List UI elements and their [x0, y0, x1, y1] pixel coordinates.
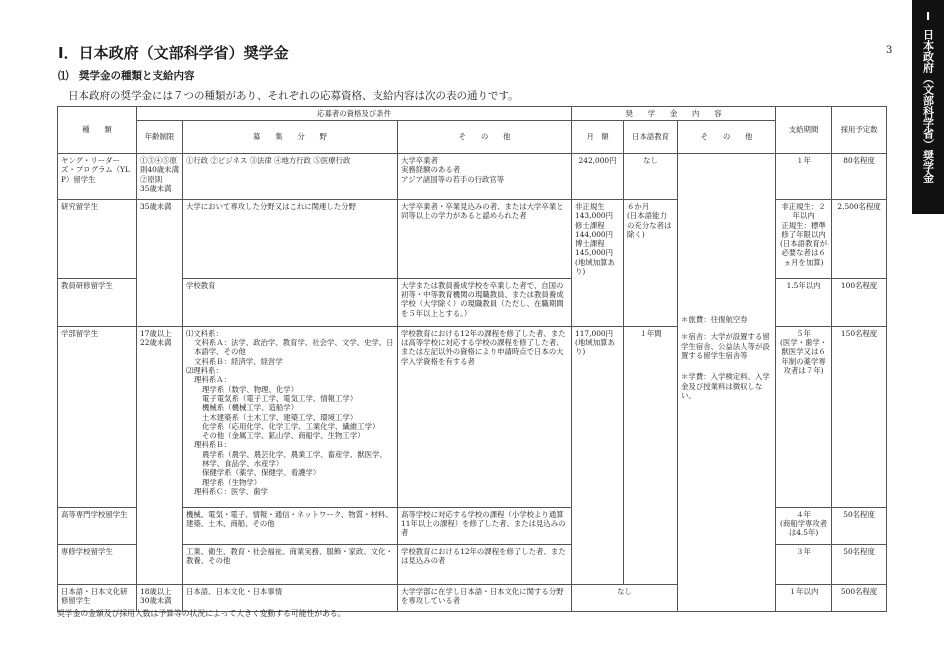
row-period: １年以内 — [776, 584, 832, 611]
row-period: １年 — [776, 154, 832, 200]
row-type: 学部留学生 — [58, 326, 137, 507]
row-other: 学校教育における12年の課程を修了した者、または見込みの者 — [398, 544, 572, 584]
header-benefit-other: そ の 他 — [678, 121, 776, 154]
field-line: 電子電気系（電子工学、電気工学、情報工学） — [202, 393, 358, 403]
row-age: 35歳未満 — [137, 200, 183, 279]
field-line: 文科系Ｂ：経済学、経営学 — [194, 356, 283, 366]
table-row — [58, 154, 887, 200]
header-benefits: 奨 学 金 内 容 — [572, 107, 776, 121]
row-other: 大学学部に在学し日本語・日本文化に関する分野を専攻している者 — [398, 584, 572, 611]
row-quota: 500名程度 — [832, 584, 887, 611]
page-number: 3 — [886, 45, 893, 56]
row-quota: 2,500名程度 — [832, 200, 887, 279]
row-other: 大学または教員養成学校を卒業した者で、自国の初等・中等教育機関の現職教員、または教員養成学校（大学除く）の現職教員（ただし、在職期間を５年以上とする。） — [398, 278, 572, 326]
field-line: 化学系（応用化学、化学工学、工業化学、繊維工学） — [202, 421, 380, 431]
header-conditions: 応募者の資格及び条件 — [137, 107, 572, 121]
row-other: 学校教育における12年の課程を修了した者、または高等学校に対応する学校の課程を修了した者、または左記以外の資格により申請時点で日本の大学入学資格を有する者 — [398, 326, 572, 507]
row-period: 1.5年以内 — [776, 278, 832, 326]
header-period: 支給期間 — [776, 107, 832, 154]
header-quota: 採用予定数 — [832, 107, 887, 154]
field-line: ⑵理科系： — [186, 366, 223, 376]
row-other: 大学卒業者 実務経験のある者 アジア諸国等の若手の行政官等 — [398, 154, 572, 200]
header-monthly: 月 額 — [572, 121, 624, 154]
row-quota: 50名程度 — [832, 507, 887, 544]
header-age: 年齢制限 — [137, 121, 183, 154]
header-japanese: 日本語教育 — [624, 121, 678, 154]
row-type: ヤング・リーダーズ・プログラム（YLP）留学生 — [58, 154, 137, 200]
row-field: 工業、衛生、教育・社会福祉、商業実務、服飾・家政、文化・教養、その他 — [183, 544, 398, 584]
page-title: Ⅰ．日本政府（文部科学省）奨学金 — [58, 44, 289, 62]
row-other: 大学卒業者・卒業見込みの者、または大学卒業と同等以上の学力があると認められた者 — [398, 200, 572, 279]
row-type: 研究留学生 — [58, 200, 137, 279]
footnote: 奨学金の金額及び採用人数は予算等の状況によって大きく変動する可能性がある。 — [57, 609, 346, 618]
header-field: 募 集 分 野 — [183, 121, 398, 154]
row-quota: 100名程度 — [832, 278, 887, 326]
field-line: 農学系（農学、農芸化学、農業工学、畜産学、獣医学、林学、食品学、水産学） — [202, 449, 387, 469]
row-japanese: なし — [572, 584, 678, 611]
row-japanese: １年間 — [624, 326, 678, 507]
row-japanese: なし — [624, 154, 678, 200]
row-field-list — [183, 326, 398, 507]
row-type: 教員研修留学生 — [58, 278, 137, 326]
field-line: 理学系（数学、物理、化学） — [202, 384, 299, 394]
row-field: 学校教育 — [183, 278, 398, 326]
field-line: 理科系Ｂ： — [194, 440, 231, 450]
row-field: 機械、電気・電子、情報・通信・ネットワーク、物質・材料、建築、土木、商船、その他 — [183, 507, 398, 544]
row-quota: 80名程度 — [832, 154, 887, 200]
row-type: 専修学校留学生 — [58, 544, 137, 584]
row-age: 17歳以上 22歳未満 — [137, 326, 183, 507]
section-tab-label: 日本政府（文部科学省）奨学金 — [921, 29, 935, 183]
field-line: 文科系Ａ：法学、政治学、教育学、社会学、文学、史学、日本語学、その他 — [194, 338, 394, 357]
header-type: 種 類 — [58, 107, 137, 154]
row-type: 日本語・日本文化研修留学生 — [58, 584, 137, 611]
row-field: 日本語、日本文化・日本事情 — [183, 584, 398, 611]
table-row — [58, 507, 887, 544]
field-line: その他（金属工学、鉱山学、商船学、生物工学） — [202, 431, 365, 441]
row-japanese: ６か月 (日本語能力の充分な者は除く) — [624, 200, 678, 279]
row-period: ３年 — [776, 544, 832, 584]
scholarship-table — [57, 106, 887, 612]
field-line: 機械系（機械工学、造船学） — [202, 403, 299, 413]
header-other: そ の 他 — [398, 121, 572, 154]
row-monthly: 242,000円 — [572, 154, 624, 200]
row-monthly: 117,000円 (地域加算あり) — [572, 326, 624, 507]
field-line: 理科系Ｃ：医学、歯学 — [194, 486, 268, 496]
field-line: ⑴文科系： — [186, 328, 223, 338]
row-quota: 50名程度 — [832, 544, 887, 584]
benefit-note-travel: ＊旅費：往復航空券 — [681, 315, 748, 325]
table-row — [58, 326, 887, 507]
row-quota: 150名程度 — [832, 326, 887, 507]
field-line: 保健学系（薬学、保健学、看護学） — [202, 468, 321, 478]
table-row — [58, 200, 887, 279]
benefit-note-housing: ＊宿舎：大学が設置する留学生宿舎、公益法人等が設置する留学生宿舎等 — [681, 332, 770, 360]
section-subtitle: ⑴ 奨学金の種類と支給内容 — [58, 70, 195, 82]
section-number: Ⅰ — [925, 10, 931, 23]
row-other: 高等学校に対応する学校の課程（小学校より通算11年以上の課程）を修了した者、または見込みの者 — [398, 507, 572, 544]
row-age: 18歳以上 30歳未満 — [137, 584, 183, 611]
field-line: 理学系（生物学） — [202, 477, 262, 487]
table-row — [58, 544, 887, 584]
row-monthly: 非正規生 143,000円 修士課程 144,000円 博士課程 145,000円 (地域加算あり) — [572, 200, 624, 279]
table-row — [58, 278, 887, 326]
intro-paragraph: 日本政府の奨学金には７つの種類があり、それぞれの応募資格、支給内容は次の表の通りです。 — [68, 90, 519, 102]
row-period: ４年 (商船学専攻者は4.5年) — [776, 507, 832, 544]
row-field: 大学において専攻した分野又はこれに関連した分野 — [183, 200, 398, 279]
row-period: ５年 (医学・歯学・獣医学又は６年制の薬学専攻者は７年) — [776, 326, 832, 507]
field-line: 理科系Ａ： — [194, 375, 231, 385]
row-type: 高等専門学校留学生 — [58, 507, 137, 544]
benefit-note-fees: ＊学費：入学検定料、入学金及び授業料は徴収しない。 — [681, 372, 770, 400]
row-field: ①行政 ②ビジネス ③法律 ④地方行政 ⑤医療行政 — [183, 154, 398, 200]
field-line: 土木建築系（土木工学、建築工学、環境工学） — [202, 412, 358, 422]
section-side-tab — [912, 0, 944, 214]
row-period: 非正規生：２年以内 正規生：標準修了年限以内 (日本語教育が必要な者は６ヵ月を加算) — [776, 200, 832, 279]
row-age: ①③④⑤原則40歳未満 ②原則 35歳未満 — [137, 154, 183, 200]
